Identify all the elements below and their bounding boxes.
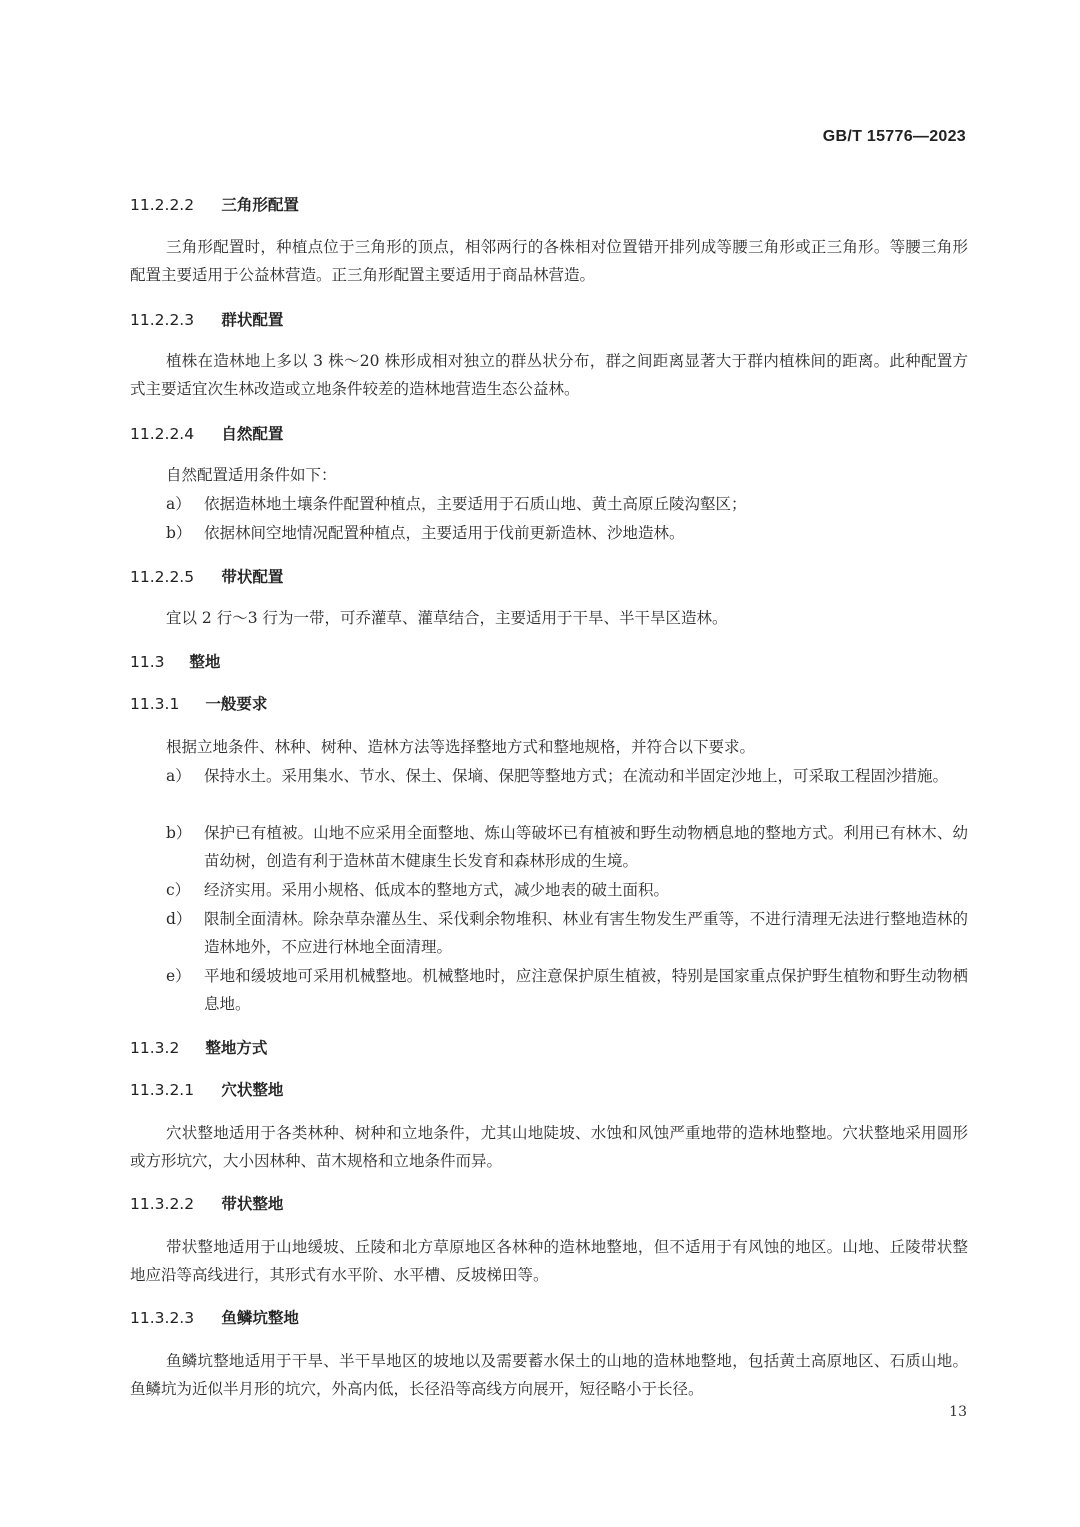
section-number: 11.3.2.1	[130, 1081, 195, 1099]
section-number: 11.3.2.3	[130, 1309, 195, 1327]
section-title: 鱼鳞坑整地	[221, 1309, 299, 1327]
list-item	[130, 490, 968, 518]
section-number: 11.3.2	[130, 1039, 180, 1057]
list-text: 依据林间空地情况配置种植点，主要适用于伐前更新造林、沙地造林。	[204, 524, 685, 542]
section-heading-11-2-2-3	[130, 308, 283, 330]
list-item	[130, 762, 968, 790]
list-text: 依据造林地土壤条件配置种植点，主要适用于石质山地、黄土高原丘陵沟壑区；	[204, 495, 747, 513]
section-number: 11.3.2.2	[130, 1195, 195, 1213]
section-title: 整地	[189, 653, 221, 671]
section-heading-11-3-2-2	[130, 1192, 283, 1214]
section-heading-11-2-2-2	[130, 193, 299, 215]
list-text: 平地和缓坡地可采用机械整地。机械整地时，应注意保护原生植被，特别是国家重点保护野生植物和野生动物栖息地。	[204, 967, 968, 1013]
paragraph-strip-config: 宜以 2 行～3 行为一带，可乔灌草、灌草结合，主要适用于干旱、半干旱区造林。	[166, 609, 728, 627]
paragraph-cluster-config: 植株在造林地上多以 3 株～20 株形成相对独立的群丛状分布，群之间距离显著大于群内植株间的距离。此种配置方式主要适宜次生林改造或立地条件较差的造林地营造生态公益林。	[130, 352, 968, 398]
section-heading-11-3-2-3	[130, 1306, 299, 1328]
list-marker: b）	[166, 524, 192, 542]
section-title: 一般要求	[205, 695, 268, 713]
section-number: 11.2.2.2	[130, 196, 195, 214]
list-item	[130, 962, 968, 1018]
list-item	[130, 519, 968, 547]
paragraph-general-requirements-intro: 根据立地条件、林种、树种、造林方法等选择整地方式和整地规格，并符合以下要求。	[166, 738, 756, 756]
section-number: 11.2.2.3	[130, 311, 195, 329]
section-title: 三角形配置	[221, 196, 299, 214]
list-marker: c）	[166, 881, 191, 899]
section-number: 11.3.1	[130, 695, 180, 713]
paragraph-strip-preparation: 带状整地适用于山地缓坡、丘陵和北方草原地区各林种的造林地整地，但不适用于有风蚀的地区。山地、丘陵带状整地应沿等高线进行，其形式有水平阶、水平槽、反坡梯田等。	[130, 1238, 968, 1284]
standard-code: GB/T 15776—2023	[822, 128, 966, 145]
section-heading-11-3-2-1	[130, 1078, 283, 1100]
list-text: 经济实用。采用小规格、低成本的整地方式，减少地表的破土面积。	[204, 881, 670, 899]
list-marker: d）	[166, 910, 192, 928]
section-title: 带状整地	[221, 1195, 284, 1213]
section-heading-11-3-1	[130, 692, 267, 714]
section-number: 11.2.2.4	[130, 425, 195, 443]
section-heading-11-3	[130, 650, 220, 672]
section-number: 11.3	[130, 653, 165, 671]
section-title: 整地方式	[205, 1039, 268, 1057]
section-heading-11-2-2-4	[130, 422, 283, 444]
section-number: 11.2.2.5	[130, 568, 195, 586]
list-item	[130, 819, 968, 875]
section-heading-11-3-2	[130, 1036, 267, 1058]
section-title: 穴状整地	[221, 1081, 284, 1099]
section-title: 自然配置	[221, 425, 284, 443]
paragraph-hole-preparation: 穴状整地适用于各类林种、树种和立地条件，尤其山地陡坡、水蚀和风蚀严重地带的造林地整地。穴状整地采用圆形或方形坑穴，大小因林种、苗木规格和立地条件而异。	[130, 1124, 968, 1170]
list-marker: b）	[166, 824, 192, 842]
paragraph-triangle-config: 三角形配置时，种植点位于三角形的顶点，相邻两行的各株相对位置错开排列成等腰三角形或正三角形。等腰三角形配置主要适用于公益林营造。正三角形配置主要适用于商品林营造。	[130, 238, 968, 284]
page-number: 13	[949, 1404, 967, 1420]
list-item	[130, 905, 968, 961]
section-title: 群状配置	[221, 311, 284, 329]
paragraph-fish-scale-pit: 鱼鳞坑整地适用于干旱、半干旱地区的坡地以及需要蓄水保土的山地的造林地整地，包括黄土高原地区、石质山地。鱼鳞坑为近似半月形的坑穴，外高内低，长径沿等高线方向展开，短径略小于长径。	[130, 1352, 968, 1398]
list-marker: e）	[166, 967, 191, 985]
paragraph-natural-config-intro: 自然配置适用条件如下：	[166, 466, 337, 484]
list-text: 保持水土。采用集水、节水、保土、保墒、保肥等整地方式；在流动和半固定沙地上，可采取工程固沙措施。	[204, 767, 949, 785]
list-marker: a）	[166, 495, 191, 513]
list-marker: a）	[166, 767, 191, 785]
list-text: 限制全面清林。除杂草杂灌丛生、采伐剩余物堆积、林业有害生物发生严重等，不进行清理无法进行整地造林的造林地外，不应进行林地全面清理。	[204, 910, 968, 956]
section-heading-11-2-2-5	[130, 565, 283, 587]
section-title: 带状配置	[221, 568, 284, 586]
list-item	[130, 876, 968, 904]
list-text: 保护已有植被。山地不应采用全面整地、炼山等破坏已有植被和野生动物栖息地的整地方式。利用已有林木、幼苗幼树，创造有利于造林苗木健康生长发育和森林形成的生境。	[204, 824, 968, 870]
